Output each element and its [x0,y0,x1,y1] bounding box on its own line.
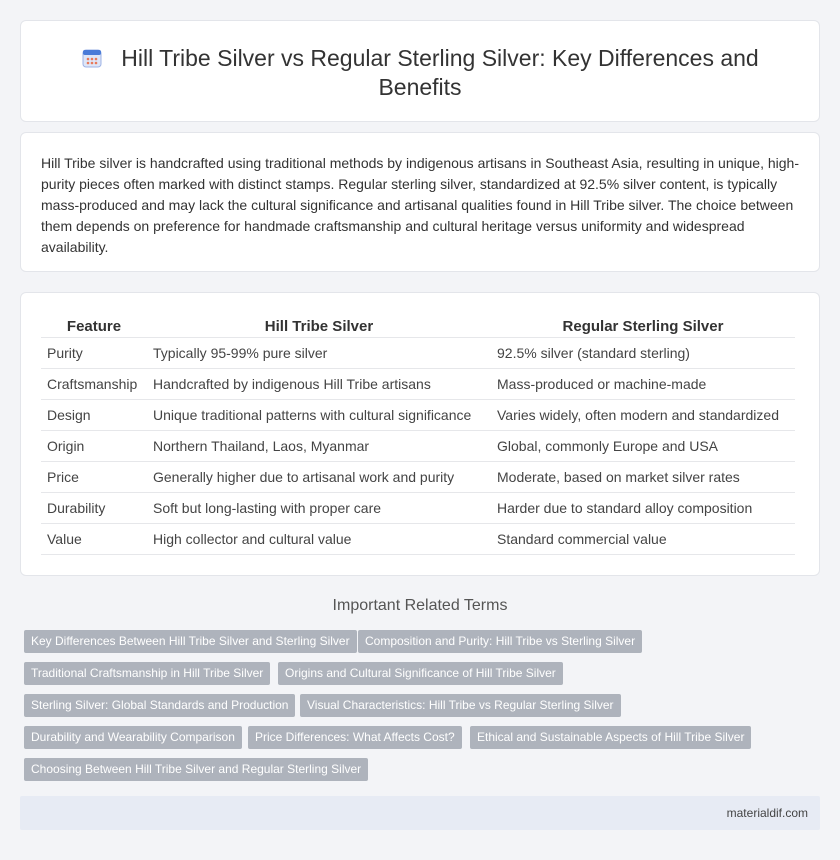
row-hill-tribe: Northern Thailand, Laos, Myanmar [147,430,491,461]
related-term-tag[interactable]: Choosing Between Hill Tribe Silver and Regular Sterling Silver [24,758,368,781]
table-header-row [41,313,795,337]
title-line-1: Hill Tribe Silver vs Regular Sterling Silver: Key Differences and [121,45,759,71]
table-row [41,337,795,368]
header-card [20,20,820,122]
row-hill-tribe: Unique traditional patterns with cultural significance [147,399,491,430]
related-term-tag[interactable]: Ethical and Sustainable Aspects of Hill Tribe Silver [470,726,751,749]
related-term-tag[interactable]: Origins and Cultural Significance of Hill Tribe Silver [278,662,563,685]
row-sterling: Global, commonly Europe and USA [491,430,795,461]
related-term-tag[interactable]: Composition and Purity: Hill Tribe vs Sterling Silver [358,630,642,653]
table-row [41,399,795,430]
title-line-2: Benefits [378,74,462,100]
row-sterling: Mass-produced or machine-made [491,368,795,399]
row-sterling: Varies widely, often modern and standardized [491,399,795,430]
table-row [41,368,795,399]
table-row [41,492,795,523]
comparison-card [20,292,820,576]
row-sterling: Harder due to standard alloy composition [491,492,795,523]
table-row [41,461,795,492]
row-feature: Price [41,461,147,492]
row-hill-tribe: Handcrafted by indigenous Hill Tribe artisans [147,368,491,399]
intro-card [20,132,820,272]
row-hill-tribe: High collector and cultural value [147,523,491,554]
related-term-tag[interactable]: Sterling Silver: Global Standards and Production [24,694,295,717]
calendar-icon [81,47,103,69]
row-feature: Durability [41,492,147,523]
row-hill-tribe: Generally higher due to artisanal work and purity [147,461,491,492]
related-term-tag[interactable]: Visual Characteristics: Hill Tribe vs Regular Sterling Silver [300,694,621,717]
header-feature: Feature [41,313,147,337]
header-hill-tribe: Hill Tribe Silver [147,313,491,337]
related-term-tag[interactable]: Key Differences Between Hill Tribe Silver and Sterling Silver [24,630,357,653]
row-hill-tribe: Typically 95-99% pure silver [147,337,491,368]
row-feature: Value [41,523,147,554]
page-title [21,44,819,102]
row-feature: Craftsmanship [41,368,147,399]
table-row [41,430,795,461]
header-sterling: Regular Sterling Silver [491,313,795,337]
row-feature: Origin [41,430,147,461]
related-term-tag[interactable]: Durability and Wearability Comparison [24,726,242,749]
row-hill-tribe: Soft but long-lasting with proper care [147,492,491,523]
related-term-tag[interactable]: Traditional Craftsmanship in Hill Tribe Silver [24,662,270,685]
row-feature: Purity [41,337,147,368]
related-terms-heading: Important Related Terms [332,597,508,614]
footer-site-link[interactable]: materialdif.com [726,806,808,820]
comparison-table [41,313,795,555]
row-sterling: 92.5% silver (standard sterling) [491,337,795,368]
row-sterling: Moderate, based on market silver rates [491,461,795,492]
footer-bar [20,796,820,830]
related-term-tag[interactable]: Price Differences: What Affects Cost? [248,726,462,749]
row-feature: Design [41,399,147,430]
table-row [41,523,795,554]
intro-paragraph: Hill Tribe silver is handcrafted using traditional methods by indigenous artisans in Southeast Asia, resulting in unique, high-purity pieces often marked with distinct stamps. Regular sterling silver, standardized at 92.5% silver content, is typically mass-produced and may lack the cultural significance and artisanal qualities found in Hill Tribe silver. The choice between them depends on preference for handmade craftsmanship and cultural heritage versus uniformity and widespread availability. [41,155,799,255]
row-sterling: Standard commercial value [491,523,795,554]
